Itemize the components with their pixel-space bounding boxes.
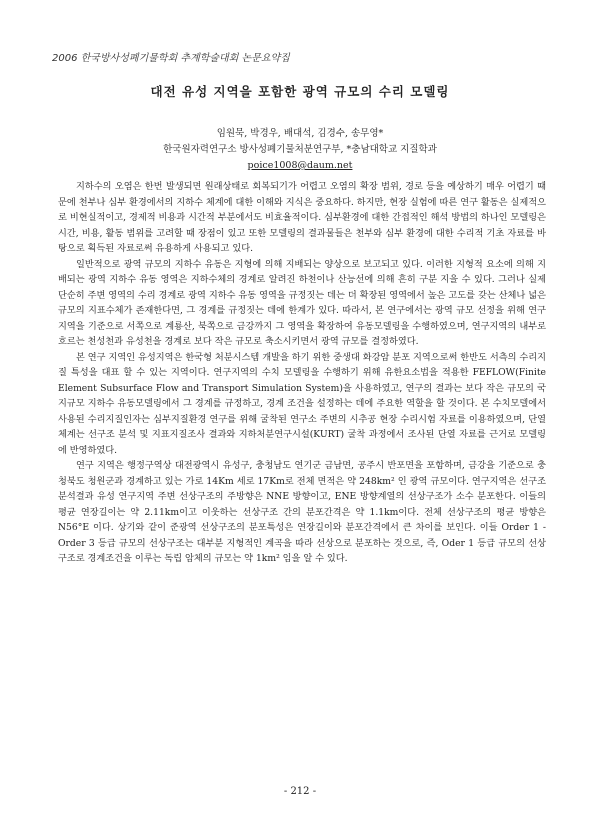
paragraph: 본 연구 지역인 유성지역은 한국형 처분시스템 개발을 하기 위한 중생대 화강암 분포 지역으로써 한반도 서측의 수리지질 특성을 대표 할 수 있는 지역이다. 연구지역의 수치 모델링을 수행하기 위해 유한요소법을 적용한 FEFLOW(Finite Element Subsurface Flow and Transport Simulation System)을 사용하였고, 연구의 결과는 보다 작은 규모의 국지규모 지하수 유동모델링에서 그 경계를 규정하고, 경계 조건을 설정하는 데에 주요한 역할을 할 것이다. 본 수치모델에서 사용된 수리지질인자는 심부지질환경 연구를 위해 굴착된 연구소 주변의 시추공 현장 수리시험 자료를 이용하였으며, 단열체계는 선구조 분석 및 지표지질조사 결과와 지하처분연구시설(KURT) 굴착 과정에서 조사된 단열 자료를 근거로 모델링에 반영하였다. — [58, 351, 546, 456]
author-email[interactable]: poice1008@daum.net — [247, 160, 353, 171]
journal-header: 2006 한국방사성폐기물학회 추계학술대회 논문요약집 — [52, 53, 290, 64]
paragraph: 연구 지역은 행정구역상 대전광역시 유성구, 충청남도 연기군 금남면, 공주시 반포면을 포함하며, 금강을 기준으로 충청북도 청원군과 경계하고 있는 가로 14Km 세로 17Km로 전체 면적은 약 248km² 인 광역 규모이다. 연구지역은 선구조 분석결과 유성 연구지역 주변 선상구조의 주방향은 NNE 방향이고, ENE 방향계열의 선상구조가 소수 분포한다. 이들의 평균 연장길이는 약 2.11km이고 이웃하는 선상구조 간의 분포간격은 약 1.1km이다. 전체 선상구조의 평균 방향은 N56°E 이다. 상기와 같이 준광역 선상구조의 분포특성은 연장길이와 분포간격에서 큰 차이를 보인다. 이들 Order 1 - Order 3 등급 규모의 선상구조는 대부분 지형적인 계곡을 따라 선상으로 분포하는 것으로, 즉, Oder 1 등급 규모의 선상구조로 경계조건을 이루는 독립 암체의 규모는 약 1km² 임을 알 수 있다. — [58, 460, 546, 564]
author-block — [0, 126, 600, 174]
paragraph: 지하수의 오염은 한번 발생되면 원래상태로 회복되기가 어렵고 오염의 확장 범위, 경로 등을 예상하기 매우 어렵기 때문에 천부나 심부 환경에서의 지하수 체계에 대한 이해와 지식은 중요하다. 하지만, 현장 실험에 따른 연구 활동은 실제적으로 비현실적이고, 경제적 비용과 시간적 부분에서도 비효율적이다. 심부환경에 대한 간접적인 해석 방법의 하나인 모델링은 시간, 비용, 활동 범위를 고려할 때 장점이 있고 또한 모델링의 결과물들은 천부와 심부 환경에 대한 수리적 기초 자료를 바탕으로 획득된 자료로써 유용하게 사용되고 있다. — [58, 181, 546, 254]
paper-title: 대전 유성 지역을 포함한 광역 규모의 수리 모델링 — [150, 84, 450, 99]
paragraph: 일반적으로 광역 규모의 지하수 유동은 지형에 의해 지배되는 양상으로 보고되고 있다. 이러한 지형적 요소에 의해 지배되는 광역 지하수 유동 영역은 지하수체의 경계로 알려진 하천이나 산능선에 의해 흔히 구분 지을 수 있다. 그러나 실제 단순히 주변 영역의 수리 경계로 광역 지하수 유동 영역을 규정짓는 데는 더 확장된 영역에서 높은 고도를 갖는 산체나 넓은 규모의 지표수체가 존재한다면, 그 경계를 규정짓는 데에 한계가 있다. 따라서, 본 연구에서는 광역 규모 선정을 위해 연구지역을 기준으로 서쪽으로 계룡산, 북쪽으로 금강까지 그 영역을 확장하여 유동모델링을 수행하였으며, 연구지역의 내부로 흐르는 천성천과 유성천을 경계로 보다 작은 규모로 축소시키면서 광역 규모를 결정하였다. — [58, 258, 546, 347]
author-names: 임원묵, 박경우, 배대석, 김경수, 송무영* — [216, 128, 384, 139]
author-affiliation: 한국원자력연구소 방사성폐기물처분연구부, *충남대학교 지질학과 — [163, 144, 437, 155]
abstract-body — [58, 179, 546, 567]
page-number: - 212 - — [283, 786, 317, 797]
